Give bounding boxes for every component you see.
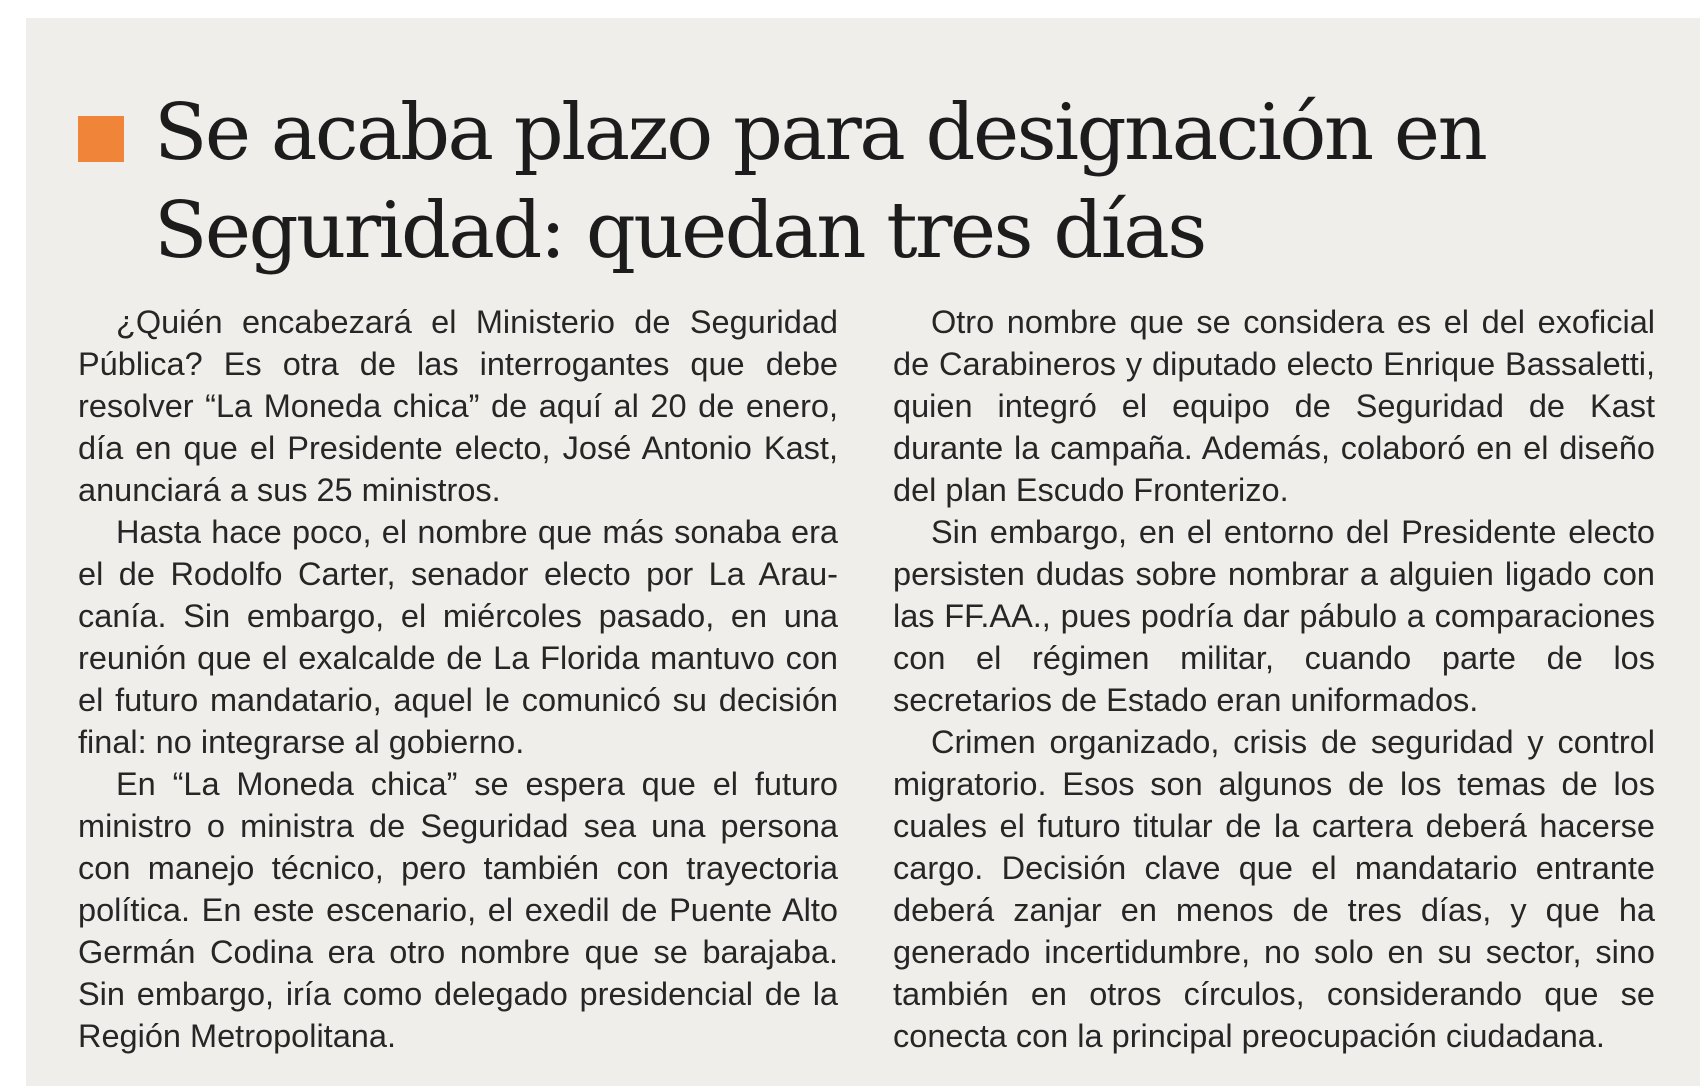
article-paragraph: Crimen organizado, crisis de seguridad y control migratorio. Esos son algunos de los temas de los cuales el futuro titular de la cartera deberá hacerse cargo. Decisión clave que el mandatario entrante deberá zanjar en menos de tres días, y que ha generado incertidumbre, no solo en su sector, sino también en otros círculos, considerando que se conecta con la principal preocupación ciudadana. <box>893 724 1655 1054</box>
article-paragraph: Sin embargo, en el entorno del Presidente electo persisten dudas sobre nombrar a alguien ligado con las FF.AA., pues podría dar pábulo a comparaciones con el régimen militar, cuando parte de los secretarios de Estado eran uniformados. <box>893 514 1655 718</box>
article-paragraph: En “La Moneda chica” se espera que el futuro ministro o ministra de Seguridad sea una persona con manejo técnico, pero también con trayectoria política. En este escenario, el exedil de Puente Alto Germán Codina era otro nombre que se barajaba. Sin embargo, iría como delegado presidencial de la Región Metropolitana. <box>78 766 838 1054</box>
article-paragraph: Hasta hace poco, el nombre que más sonaba era el de Rodolfo Carter, senador electo por La Araucanía. Sin embargo, el miércoles pasado, en una reunión que el exalcalde de La Florida mantuvo con el futuro mandatario, aquel le comunicó su decisión final: no integrarse al gobierno. <box>78 514 838 760</box>
article-column-right <box>893 301 1655 1057</box>
article-headline: Se acaba plazo para designación en Seguridad: quedan tres días <box>154 88 1486 276</box>
article-column-left <box>78 301 838 1057</box>
section-marker-square <box>78 116 124 162</box>
article-paragraph: ¿Quién encabezará el Ministerio de Seguridad Pública? Es otra de las interrogantes que debe resolver “La Moneda chica” de aquí al 20 de enero, día en que el Presidente electo, José Antonio Kast, anunciará a sus 25 ministros. <box>78 304 838 508</box>
headline-block <box>78 84 1638 280</box>
article-paragraph: Otro nombre que se considera es el del exoficial de Carabineros y diputado electo Enrique Bassaletti, quien integró el equipo de Seguridad de Kast durante la campaña. Además, colaboró en el diseño del plan Escudo Fronterizo. <box>893 304 1655 508</box>
